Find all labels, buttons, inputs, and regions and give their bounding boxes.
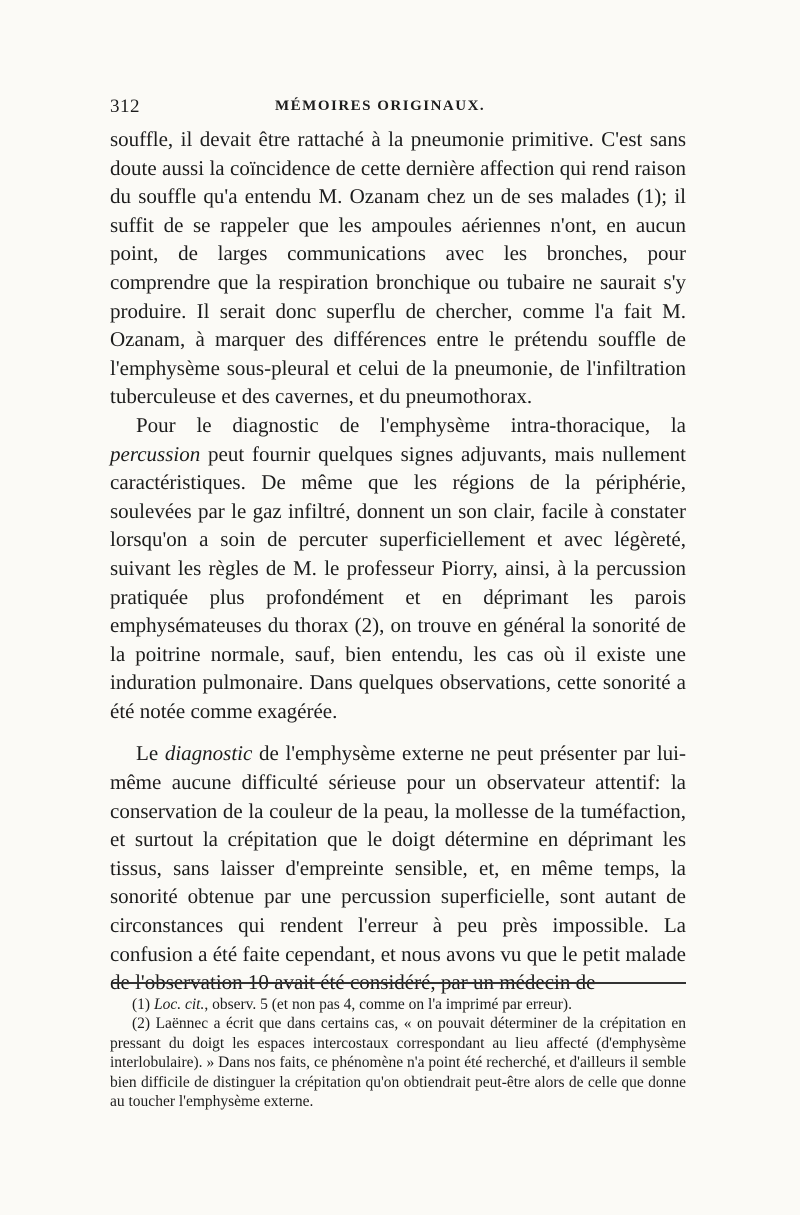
footnote-1-text: , observ. 5 (et non pas 4, comme on l'a imprimé par erreur).: [204, 996, 572, 1013]
paragraph-1-text: souffle, il devait être rattaché à la pneumonie primitive. C'est sans doute aussi la coïncidence de cette dernière affection qui rend raison du souffle qu'a entendu M. Ozanam chez un de ses malades (1); il suffit de se rappeler que les ampoules aériennes n'ont, en aucun point, de larges communications avec les bronches, pour comprendre que la respiration bronchique ou tubaire ne saurait s'y produire. Il serait donc superflu de chercher, comme l'a fait M. Ozanam, à marquer des différences entre le prétendu souffle de l'emphysème sous-pleural et celui de la pneumonie, de l'infiltration tuberculeuse et des cavernes, et du pneumothorax.: [110, 127, 686, 409]
paragraph-3-rest: de l'emphysème externe ne peut présenter par lui-même aucune difficulté sérieuse pour un observateur attentif: la conservation de la couleur de la peau, la mollesse de la tuméfaction, et surtout la crépitation que le doigt détermine en déprimant les tissus, sans laisser d'empreinte sensible, et, en même temps, la sonorité obtenue par une percussion superficielle, sont autant de circonstances qui rendent l'erreur à peu près impossible. La confusion a été faite cependant, et nous avons vu que le petit malade de l'observation 10 avait été considéré, par un médecin de: [110, 741, 686, 995]
footnote-1-marker: (1): [132, 996, 154, 1013]
paragraph-2-lead: Pour le diagnostic de l'emphysème intra-thoracique, la: [136, 412, 686, 437]
paragraph-3: [110, 739, 686, 996]
paragraph-gap: [110, 725, 686, 739]
running-title: MÉMOIRES ORIGINAUX.: [275, 98, 486, 114]
footnote-2: [110, 1014, 686, 1111]
page-number: 312: [110, 96, 140, 117]
body-text: [110, 125, 686, 997]
footnote-1-emphasis: Loc. cit.: [153, 996, 205, 1013]
footnotes: [110, 995, 686, 1111]
footnote-1: [110, 995, 686, 1014]
paragraph-2-rest: peut fournir quelques signes adjuvants, mais nullement caractéristiques. De même que les régions de la périphérie, soulevées par le gaz infiltré, donnent un son clair, facile à constater lorsqu'on a soin de percuter superficiellement et avec légèreté, suivant les règles de M. le professeur Piorry, ainsi, à la percussion pratiquée plus profondément et en déprimant les parois emphysémateuses du thorax (2), on trouve en général la sonorité de la poitrine normale, sauf, bien entendu, les cas où il existe une induration pulmonaire. Dans quelques observations, cette sonorité a été notée comme exagérée.: [110, 441, 686, 723]
footnote-2-marker: (2): [132, 1015, 156, 1033]
paragraph-2-emphasis: percussion: [110, 441, 201, 466]
footnote-rule: [112, 982, 686, 984]
paragraph-3-emphasis: diagnostic: [164, 741, 253, 766]
paragraph-3-lead: Le: [136, 741, 165, 766]
paragraph-2: [110, 411, 686, 726]
paragraph-1: [110, 125, 686, 411]
running-head: [110, 96, 686, 118]
footnote-2-text: Laënnec a écrit que dans certains cas, « on pouvait déterminer de la crépitation en pressant du doigt les espaces intercostaux correspondant au lieu affecté (d'emphysème interlobulaire). » Dans nos faits, ce phénomène n'a point été recherché, et d'ailleurs il semble bien difficile de distinguer la crépitation qu'on obtiendrait peut-être alors de celle que donne au toucher l'emphysème externe.: [110, 1015, 686, 1111]
